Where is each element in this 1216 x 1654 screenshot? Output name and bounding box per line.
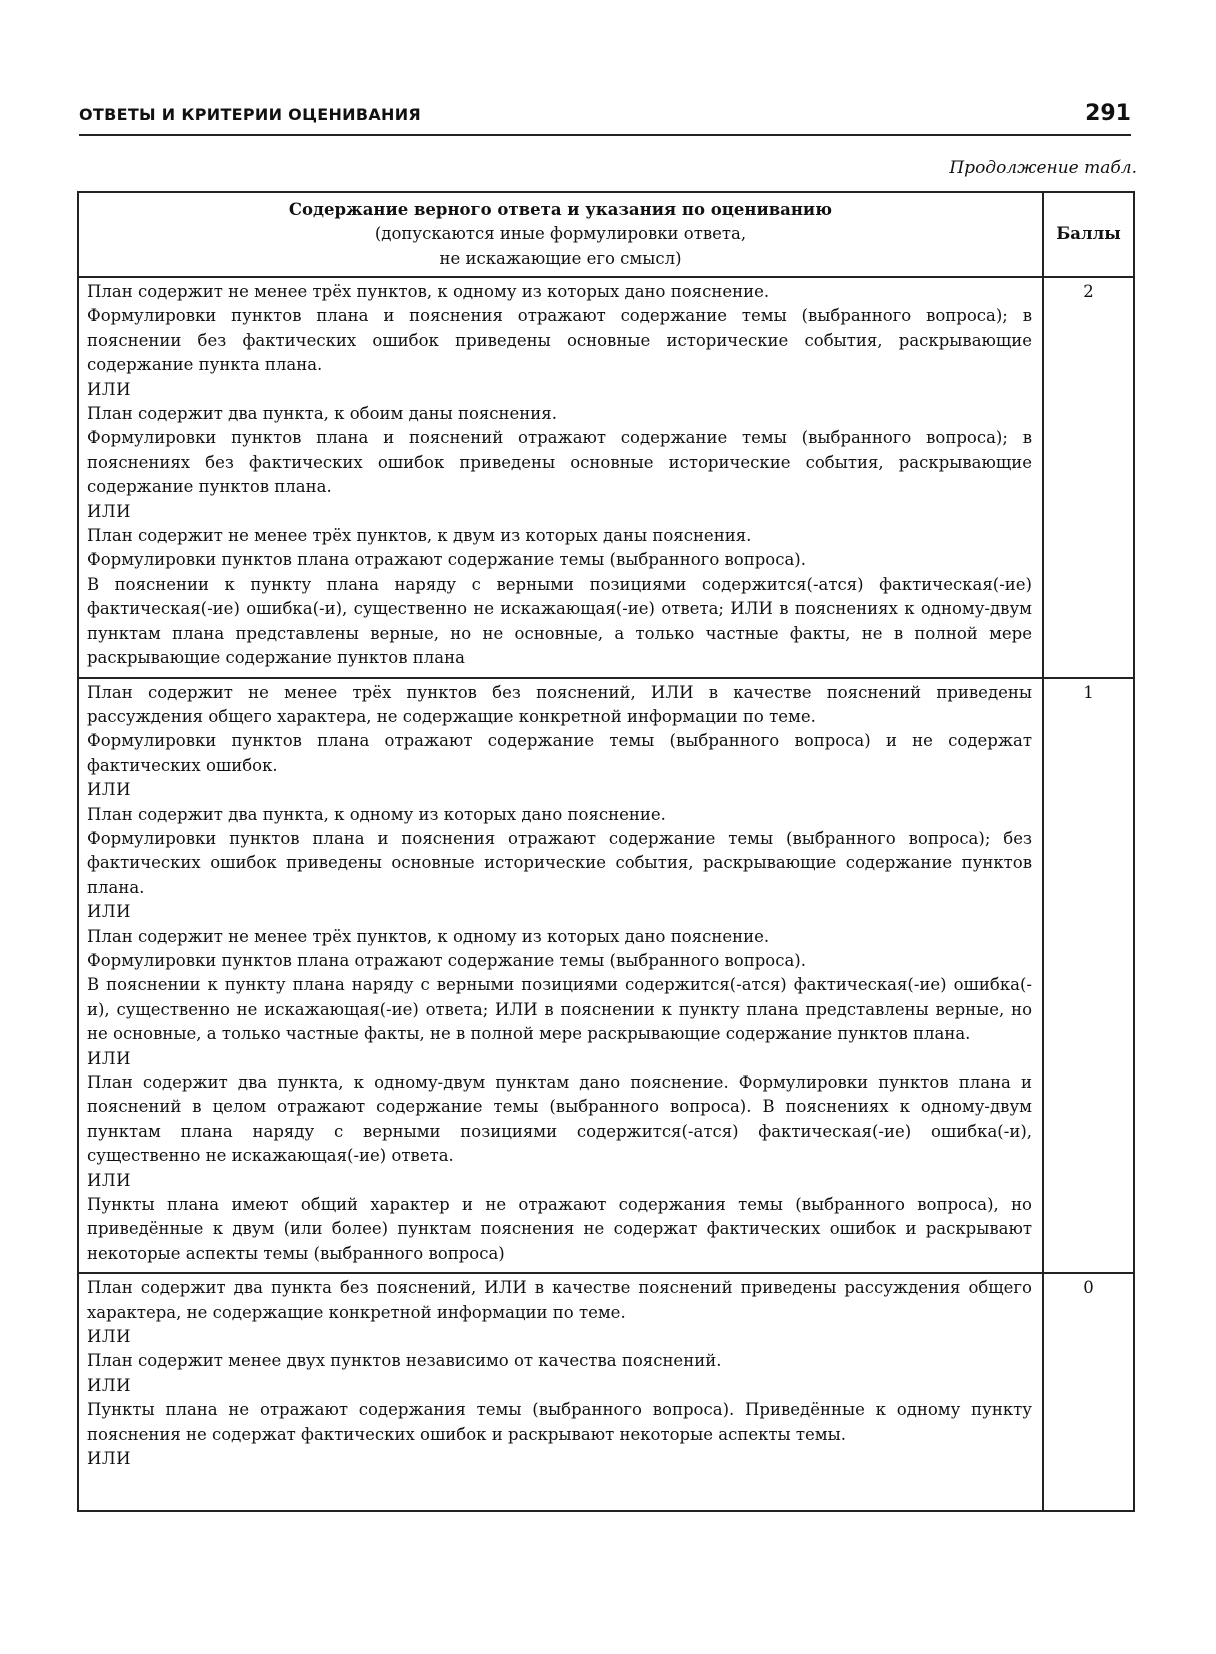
criteria-paragraph: Формулировки пунктов плана и пояснения отражают содержание темы (выбранного вопроса); без фактических ошибок приведены основные исторические события, раскрывающие содержание пунктов плана. bbox=[87, 828, 1032, 897]
criteria-paragraph: План содержит не менее трёх пунктов, к одному из которых дано пояснение. bbox=[87, 282, 770, 301]
section-title: ОТВЕТЫ И КРИТЕРИИ ОЦЕНИВАНИЯ bbox=[79, 105, 422, 124]
score-cell: 1 bbox=[1043, 678, 1134, 1274]
criteria-paragraph: Пункты плана не отражают содержания темы (выбранного вопроса). Приведённые к одному пункту пояснения не содержат фактических ошибок и раскрывают некоторые аспекты темы. bbox=[87, 1400, 1032, 1444]
running-header bbox=[79, 98, 1131, 136]
score-cell: 2 bbox=[1043, 277, 1134, 678]
criteria-cell bbox=[78, 277, 1043, 678]
criteria-paragraph: В пояснении к пункту плана наряду с верными позициями содержится(-атся) фактическая(-ие) ошибка(-и), существенно не искажающая(-ие) ответа; ИЛИ в пояснении к пункту плана представлены верные, но не основные, а только частные факты, не в полной мере раскрывающие содержание пунктов плана. bbox=[87, 975, 1032, 1044]
or-separator: ИЛИ bbox=[87, 1048, 132, 1068]
content-header-note-line-1: (допускаются иные формулировки ответа, bbox=[374, 224, 747, 244]
or-separator: ИЛИ bbox=[87, 1327, 132, 1347]
criteria-paragraph: Формулировки пунктов плана отражают содержание темы (выбранного вопроса). bbox=[87, 950, 806, 970]
criteria-paragraph: Формулировки пунктов плана отражают содержание темы (выбранного вопроса). bbox=[87, 550, 806, 570]
criteria-paragraph: План содержит не менее трёх пунктов, к двум из которых даны пояснения. bbox=[87, 526, 752, 546]
table-row bbox=[78, 1273, 1134, 1511]
criteria-paragraph: План содержит менее двух пунктов независимо от качества пояснений. bbox=[87, 1351, 722, 1371]
or-separator: ИЛИ bbox=[87, 780, 132, 800]
or-separator: ИЛИ bbox=[87, 1449, 132, 1469]
table-continuation-note: Продолжение табл. bbox=[949, 158, 1137, 178]
table-row bbox=[78, 678, 1134, 1274]
criteria-paragraph: План содержит не менее трёх пунктов без пояснений, ИЛИ в качестве пояснений приведены рассуждения общего характера, не содержащие конкретной информации по теме. bbox=[87, 682, 1032, 726]
or-separator: ИЛИ bbox=[87, 902, 132, 922]
criteria-paragraph: План содержит два пункта, к обоим даны пояснения. bbox=[87, 404, 557, 424]
table-header-row bbox=[78, 192, 1134, 277]
table-row bbox=[78, 277, 1134, 678]
criteria-paragraph: Пункты плана имеют общий характер и не отражают содержания темы (выбранного вопроса), но приведённые к двум (или более) пунктам пояснения не содержат фактических ошибок и раскрывают некоторые аспекты темы (выбранного вопроса) bbox=[87, 1195, 1032, 1263]
criteria-paragraph: В пояснении к пункту плана наряду с верными позициями содержится(-атся) фактическая(-ие) фактическая(-ие) ошибка(-и), существенно не искажающая(-ие) ответа; ИЛИ в пояснениях к одному-двум пунктам плана представлены верные, но не основные, а только частные факты, не в полной мере раскрывающие содержание пунктов плана bbox=[87, 574, 1032, 668]
criteria-paragraph: План содержит два пункта, к одному из которых дано пояснение. bbox=[87, 804, 666, 824]
content-header-title: Содержание верного ответа и указания по оцениванию bbox=[288, 199, 833, 219]
or-separator: ИЛИ bbox=[87, 1170, 132, 1190]
criteria-paragraph: План содержит два пункта без пояснений, ИЛИ в качестве пояснений приведены рассуждения общего характера, не содержащие конкретной информации по теме. bbox=[87, 1278, 1032, 1322]
page-number: 291 bbox=[1085, 101, 1131, 126]
grading-criteria-table bbox=[77, 191, 1135, 1512]
criteria-paragraph: План содержит не менее трёх пунктов, к одному из которых дано пояснение. bbox=[87, 926, 770, 946]
or-separator: ИЛИ bbox=[87, 1375, 132, 1395]
criteria-paragraph: Формулировки пунктов плана отражают содержание темы (выбранного вопроса) и не содержат фактических ошибок. bbox=[87, 731, 1032, 775]
criteria-paragraph: Формулировки пунктов плана и пояснения отражают содержание темы (выбранного вопроса); в пояснении без фактических ошибок приведены основные исторические события, раскрывающие содержание пункта плана. bbox=[87, 306, 1032, 375]
criteria-paragraph: План содержит два пункта, к одному-двум пунктам дано пояснение. Формулировки пунктов плана и пояснений в целом отражают содержание темы (выбранного вопроса). В пояснениях к одному-двум пунктам плана наряду с верными позициями содержится(-атся) фактическая(-ие) ошибка(-и), существенно не искажающая(-ие) ответа. bbox=[87, 1073, 1032, 1166]
criteria-cell bbox=[78, 1273, 1043, 1511]
criteria-paragraph: Формулировки пунктов плана и пояснений отражают содержание темы (выбранного вопроса); в пояснениях без фактических ошибок приведены основные исторические события, раскрывающие содержание пунктов плана. bbox=[87, 428, 1032, 497]
score-column-header: Баллы bbox=[1043, 192, 1134, 277]
or-separator: ИЛИ bbox=[87, 501, 132, 521]
or-separator: ИЛИ bbox=[87, 379, 132, 399]
content-column-header bbox=[78, 192, 1043, 277]
criteria-cell bbox=[78, 678, 1043, 1274]
content-header-note-line-2: не искажающие его смысл) bbox=[439, 248, 682, 268]
score-cell: 0 bbox=[1043, 1273, 1134, 1511]
